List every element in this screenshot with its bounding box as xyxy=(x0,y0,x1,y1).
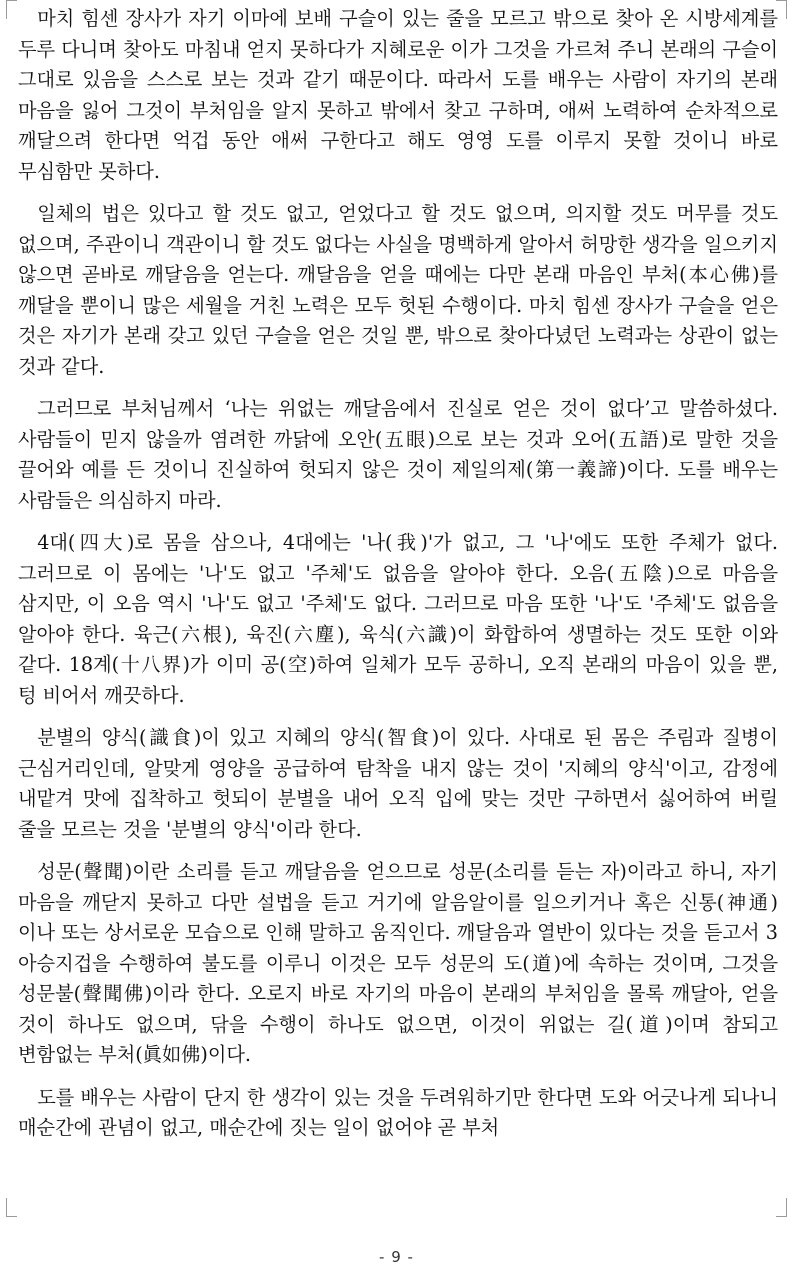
page-number: - 9 - xyxy=(379,1248,414,1266)
paragraph: 도를 배우는 사람이 단지 한 생각이 있는 것을 두려워하기만 한다면 도와 어긋나게 되나니 매순간에 관념이 없고, 매순간에 짓는 일이 없어야 곧 부처 xyxy=(18,1085,778,1139)
paragraph: 4대(四大)로 몸을 삼으나, 4대에는 '나(我)'가 없고, 그 '나'에도 또한 주체가 없다. 그러므로 이 몸에는 '나'도 없고 '주체'도 없음을 알아야 한다. 오음(五陰)으로 마음을 삼지만, 이 오음 역시 '나'도 없고 '주체'도 없다. 그러므로 마음 또한 '나'도 '주체'도 없음을 알아야 한다. 육근(六根), 육진(六塵), 육식(六識)이 화합하여 생멸하는 것도 또한 이와 같다. 18계(十八界)가 이미 공(空)하여 일체가 모두 공하니, 오직 본래의 마음이 있을 뿐, 텅 비어서 깨끗하다. xyxy=(18,531,778,707)
paragraph: 분별의 양식(識食)이 있고 지혜의 양식(智食)이 있다. 사대로 된 몸은 주림과 질병이 근심거리인데, 알맞게 영양을 공급하여 탐착을 내지 않는 것이 '지혜의 양식'이고, 감정에 내맡겨 맛에 집착하고 헛되이 분별을 내어 오직 입에 맞는 것만 구하면서 싫어하여 버릴 줄을 모르는 것을 '분별의 양식'이라 한다. xyxy=(18,726,778,841)
body-text xyxy=(18,4,778,1156)
paragraph: 성문(聲聞)이란 소리를 듣고 깨달음을 얻으므로 성문(소리를 듣는 자)이라고 하니, 자기 마음을 깨닫지 못하고 다만 설법을 듣고 거기에 알음알이를 일으키거나 혹은 신통(神通)이나 또는 상서로운 모습으로 인해 말하고 움직인다. 깨달음과 열반이 있다는 것을 듣고서 3 아승지겁을 수행하여 불도를 이루니 이것은 모두 성문의 도(道)에 속하는 것이며, 그것을 성문불(聲聞佛)이라 한다. 오로지 바로 자기의 마음이 본래의 부처임을 몰록 깨달아, 얻을 것이 하나도 없으며, 닦을 수행이 하나도 없으면, 이것이 위없는 길(道)이며 참되고 변함없는 부처(眞如佛)이다. xyxy=(18,860,778,1066)
crop-mark-top-left xyxy=(6,0,17,19)
paragraph: 그러므로 부처님께서 ‘나는 위없는 깨달음에서 진실로 얻은 것이 없다’고 말씀하셨다. 사람들이 믿지 않을까 염려한 까닭에 오안(五眼)으로 보는 것과 오어(五語)로 말한 것을 끌어와 예를 든 것이니 진실하여 헛되지 않은 것이 제일의제(第一義諦)이다. 도를 배우는 사람들은 의심하지 마라. xyxy=(18,397,778,512)
crop-mark-bottom-right xyxy=(776,1198,787,1217)
paragraph: 마치 힘센 장사가 자기 이마에 보배 구슬이 있는 줄을 모르고 밖으로 찾아 온 시방세계를 두루 다니며 찾아도 마침내 얻지 못하다가 지혜로운 이가 그것을 가르쳐 주니 본래의 구슬이 그대로 있음을 스스로 보는 것과 같기 때문이다. 따라서 도를 배우는 사람이 자기의 본래 마음을 잃어 그것이 부처임을 알지 못하고 밖에서 찾고 구하며, 애써 노력하여 순차적으로 깨달으려 한다면 억겁 동안 애써 구한다고 해도 영영 도를 이루지 못할 것이니 바로 무심함만 못하다. xyxy=(18,7,778,183)
paragraph: 일체의 법은 있다고 할 것도 없고, 얻었다고 할 것도 없으며, 의지할 것도 머무를 것도 없으며, 주관이니 객관이니 할 것도 없다는 사실을 명백하게 알아서 허망한 생각을 일으키지 않으면 곧바로 깨달음을 얻는다. 깨달음을 얻을 때에는 다만 본래 마음인 부처(本心佛)를 깨달을 뿐이니 많은 세월을 거친 노력은 모두 헛된 수행이다. 마치 힘센 장사가 구슬을 얻은 것은 자기가 본래 갖고 있던 구슬을 얻은 것일 뿐, 밖으로 찾아다녔던 노력과는 상관이 없는 것과 같다. xyxy=(18,202,778,378)
crop-mark-bottom-left xyxy=(6,1198,17,1217)
